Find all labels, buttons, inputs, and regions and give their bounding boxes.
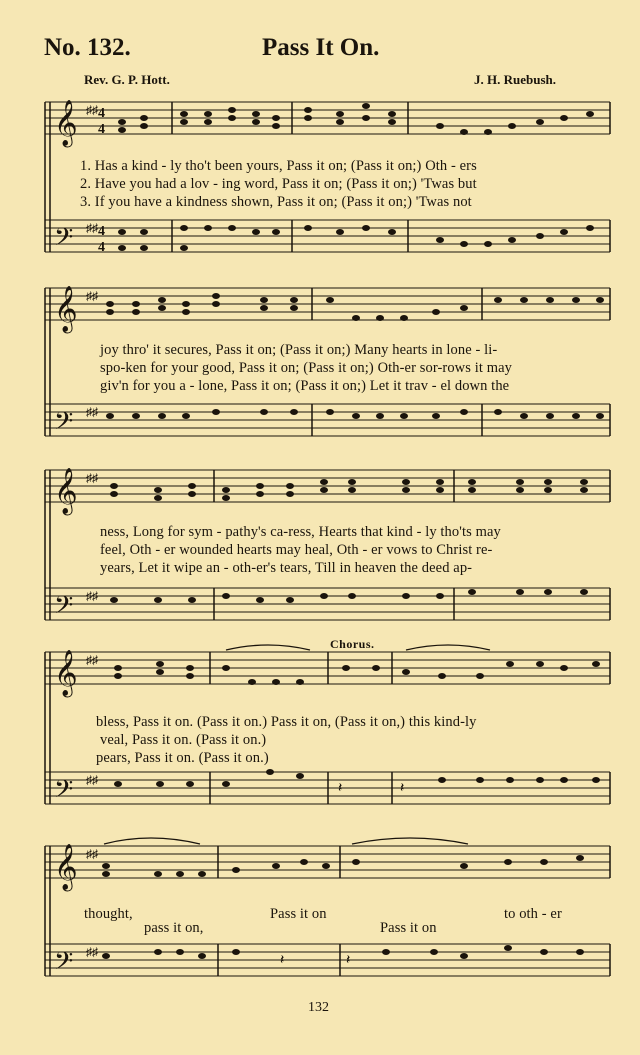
svg-text:𝄢: 𝄢 — [54, 775, 74, 810]
lyric-line: 3. If you have a kindness shown, Pass it on; (Pass it on;) 'Twas not — [80, 194, 472, 210]
svg-text:𝄞: 𝄞 — [54, 100, 78, 146]
svg-text:♯♯: ♯♯ — [86, 653, 98, 667]
svg-text:♯♯: ♯♯ — [86, 471, 98, 485]
lyric-line: to oth - er — [504, 906, 562, 922]
page-number: 132 — [308, 1000, 329, 1015]
lyric-line: feel, Oth - er wounded hearts may heal, Oth - er vows to Christ re- — [100, 542, 493, 558]
lyric-line: spo-ken for your good, Pass it on; (Pass it on;) Oth-er sor-rows it may — [100, 360, 512, 376]
svg-text:𝄞: 𝄞 — [54, 286, 78, 332]
lyric-line: joy thro' it secures, Pass it on; (Pass it on;) Many hearts in lone - li- — [100, 342, 498, 358]
svg-text:𝄢: 𝄢 — [54, 591, 74, 626]
lyric-line: Pass it on — [270, 906, 327, 922]
lyric-line: ness, Long for sym - pathy's ca-ress, Hearts that kind - ly tho'ts may — [100, 524, 501, 540]
svg-text:♯♯: ♯♯ — [86, 945, 98, 959]
svg-text:♯♯: ♯♯ — [86, 405, 98, 419]
lyric-line: 1. Has a kind - ly tho't been yours, Pass it on; (Pass it on;) Oth - ers — [80, 158, 477, 174]
composer-credit: J. H. Ruebush. — [474, 72, 556, 87]
svg-text:𝄢: 𝄢 — [54, 223, 74, 258]
chorus-label: Chorus. — [330, 637, 375, 651]
svg-text:𝄞: 𝄞 — [54, 468, 78, 514]
svg-text:♯♯: ♯♯ — [86, 589, 98, 603]
lyric-line: years, Let it wipe an - oth-er's tears, Till in heaven the deed ap- — [100, 560, 473, 576]
svg-text:𝄽: 𝄽 — [280, 953, 285, 968]
lyric-line: veal, Pass it on. (Pass it on.) — [100, 732, 267, 748]
svg-text:𝄢: 𝄢 — [54, 947, 74, 982]
svg-text:♯♯: ♯♯ — [86, 289, 98, 303]
svg-text:𝄽: 𝄽 — [346, 953, 351, 968]
lyric-line: Pass it on — [380, 920, 437, 936]
lyric-line: bless, Pass it on. (Pass it on.) Pass it on, (Pass it on,) this kind-ly — [96, 714, 477, 730]
svg-text:♯♯: ♯♯ — [86, 221, 98, 235]
svg-text:4: 4 — [98, 224, 105, 239]
lyric-line: pears, Pass it on. (Pass it on.) — [96, 750, 269, 766]
svg-text:𝄽: 𝄽 — [400, 781, 405, 796]
svg-text:4: 4 — [98, 106, 105, 121]
svg-text:♯♯: ♯♯ — [86, 847, 98, 861]
lyric-line: pass it on, — [144, 920, 204, 936]
svg-text:𝄽: 𝄽 — [338, 781, 343, 796]
svg-text:𝄞: 𝄞 — [54, 650, 78, 696]
svg-text:4: 4 — [98, 122, 105, 137]
lyric-line: thought, — [84, 906, 133, 922]
svg-text:𝄞: 𝄞 — [54, 844, 78, 890]
lyricist-credit: Rev. G. P. Hott. — [84, 72, 170, 87]
hymn-title: Pass It On. — [262, 34, 380, 61]
hymn-number: No. 132. — [44, 34, 131, 61]
lyric-line: giv'n for you a - lone, Pass it on; (Pass it on;) Let it trav - el down the — [100, 378, 510, 394]
svg-text:♯♯: ♯♯ — [86, 103, 98, 117]
svg-text:♯♯: ♯♯ — [86, 773, 98, 787]
svg-text:4: 4 — [98, 240, 105, 255]
svg-text:𝄢: 𝄢 — [54, 407, 74, 442]
lyric-line: 2. Have you had a lov - ing word, Pass it on; (Pass it on;) 'Twas but — [80, 176, 477, 192]
